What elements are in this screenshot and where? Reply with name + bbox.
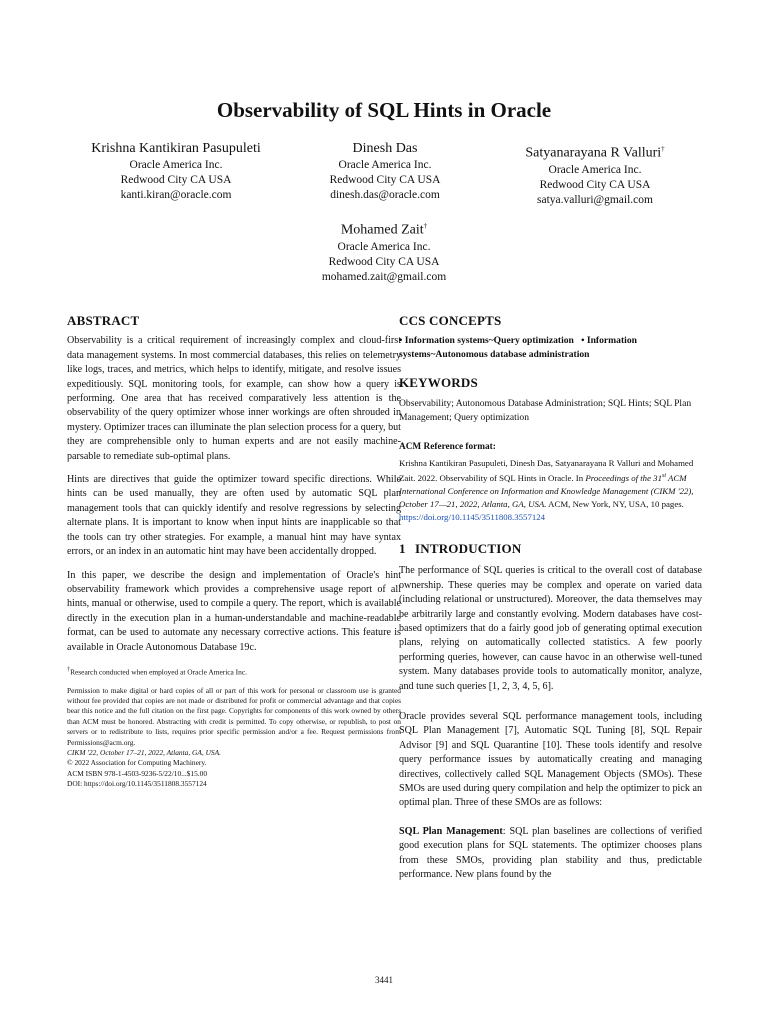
abstract-paragraph: Observability is a critical requirement of increasingly complex and cloud-first data management systems. In most commercial databases, this relies on telemetry like logs, traces, and metrics, which helps to identify, mitigate, and resolve issues expeditiously. SQL monitoring tools, for example, can show how a query is performing. One area that has received comparatively less attention is the observability of the query optimizer whose inner workings are often shrouded in mystery. Optimizer traces can illuminate the plan selection process for a query, but they are comprehensible only to human experts and are not easily machine-parsable to remediate sub-optimal plans.: [67, 335, 401, 462]
abstract-heading: ABSTRACT: [67, 313, 140, 328]
intro-paragraph: Oracle provides several SQL performance management tools, including SQL Plan Management [7], Automatic SQL Tuning [8], SQL Repair Advisor [9] and SQL Quarantine [10]. These tools identify and resolve query performance issues by automatically creating and managing directives, collectively called SQL Management Objects (SMOs). These SMOs are used during query compilation and help the optimizer to pick an optimal plan. Three of these SMOs are as follows:: [399, 711, 702, 809]
intro-paragraph: The performance of SQL queries is critical to the overall cost of database ownership. These queries may be complex and operate on varied data (including relational or unstructured). Moreover, the data themselves may be arbitrarily large and constantly evolving. Modern databases have cost-based optimizers that do a fairly good job of generating optimal execution plans, relying on automatically collected statistics. A few poorly performing queries, however, can cause havoc in an otherwise well-tuned system. Many databases provide tools to automatically monitor, analyze, and tune such queries [1, 2, 3, 4, 5, 6].: [399, 565, 702, 692]
author-email: dinesh.das@oracle.com: [330, 189, 440, 201]
author-block: [490, 140, 700, 208]
author-email: mohamed.zait@gmail.com: [321, 270, 447, 283]
author-affiliation: Oracle America Inc.: [129, 159, 223, 171]
author-block: [62, 140, 290, 203]
author-name: Krishna Kantikiran Pasupuleti: [91, 141, 261, 156]
author-block: [285, 140, 485, 203]
abstract-paragraph: Hints are directives that guide the optimizer toward specific directions. While hints can be used manually, they are often used by automatic SQL plan management tools that can quickly identify and resolve regressions by selecting alternate plans. It is important to know when input hints are inapplicable so that the tools can try other strategies. For example, a manual hint may have syntax errors, or an index in an automatic hint may have been accidentally dropped.: [67, 474, 401, 558]
left-column: [67, 314, 401, 790]
isbn-line: ACM ISBN 978-1-4503-9236-5/22/10...$15.00: [67, 768, 208, 778]
acm-reference-label: ACM Reference format:: [399, 441, 496, 452]
doi-line: DOI: https://doi.org/10.1145/3511808.3557124: [67, 779, 207, 789]
author-block: [284, 217, 484, 285]
doi-link[interactable]: https://doi.org/10.1145/3511808.3557124: [399, 511, 546, 522]
author-city: Redwood City CA USA: [329, 174, 441, 186]
author-city: Redwood City CA USA: [539, 178, 651, 191]
author-city: Redwood City CA USA: [120, 174, 232, 186]
right-column: [399, 314, 702, 891]
acm-reference: Krishna Kantikiran Pasupuleti, Dinesh Das, Satyanarayana R Valluri and Mohamed Zait. 2022. Observability of SQL Hints in Oracle. In Proceedings of the 31st ACM International Conference on Information and Knowledge Management (CIKM '22), October 17—21, 2022, Atlanta, GA, USA. ACM, New York, NY, USA, 10 pages. https://doi.org/10.1145/3511808.3557124: [399, 458, 694, 522]
keywords-text: Observability; Autonomous Database Administration; SQL Hints; SQL Plan Management; Query optimization: [399, 397, 692, 424]
ccs-concepts: • Information systems~Query optimization • Information systems~Autonomous database administration: [399, 335, 637, 361]
footnote: †Research conducted when employed at Oracle America Inc.: [67, 666, 247, 677]
page-number: 3441: [375, 975, 393, 985]
intro-paragraph: SQL Plan Management: SQL plan baselines are collections of verified good execution plans for SQL statements. The optimizer chooses plans from these SMOs, providing plan stability and thus, predictable performance. New plans found by the: [399, 825, 702, 881]
section-heading-introduction: 1 INTRODUCTION: [399, 540, 522, 556]
author-affiliation: Oracle America Inc.: [337, 240, 431, 253]
author-name: Mohamed Zait†: [340, 222, 428, 238]
abstract-paragraph: In this paper, we describe the design and implementation of Oracle's hint observability framework which provides a comprehensive usage report of all hints, manual or otherwise, used to compile a query. The report, which is available directly in the execution plan in a human-understandable and machine-readable format, can be used to automate any necessary corrective actions. This feature is available in Oracle Autonomous Database 19c.: [67, 569, 401, 653]
author-name: Dinesh Das: [352, 141, 418, 156]
author-affiliation: Oracle America Inc.: [338, 159, 432, 171]
paper-title: Observability of SQL Hints in Oracle: [216, 98, 552, 122]
ccs-heading: CCS CONCEPTS: [399, 313, 502, 328]
author-city: Redwood City CA USA: [328, 255, 440, 268]
permission-notice: Permission to make digital or hard copies of all or part of this work for personal or classroom use is granted without fee provided that copies are not made or distributed for profit or commercial advantage and that copies bear this notice and the full citation on the first page. Copyrights for components of this work owned by others than ACM must be honored. Abstracting with credit is permitted. To copy otherwise, or republish, to post on servers or to redistribute to lists, requires prior specific permission and/or a fee. Request permissions from Permissions@acm.org.: [67, 685, 401, 747]
keywords-heading: KEYWORDS: [399, 375, 478, 391]
author-email: satya.valluri@gmail.com: [537, 193, 653, 206]
author-affiliation: Oracle America Inc.: [548, 163, 642, 176]
author-email: kanti.kiran@oracle.com: [120, 189, 232, 201]
conference-info: CIKM '22, October 17–21, 2022, Atlanta, GA, USA.: [67, 748, 221, 758]
author-name: Satyanarayana R Valluri†: [525, 145, 665, 161]
copyright-line: © 2022 Association for Computing Machinery.: [67, 758, 207, 768]
